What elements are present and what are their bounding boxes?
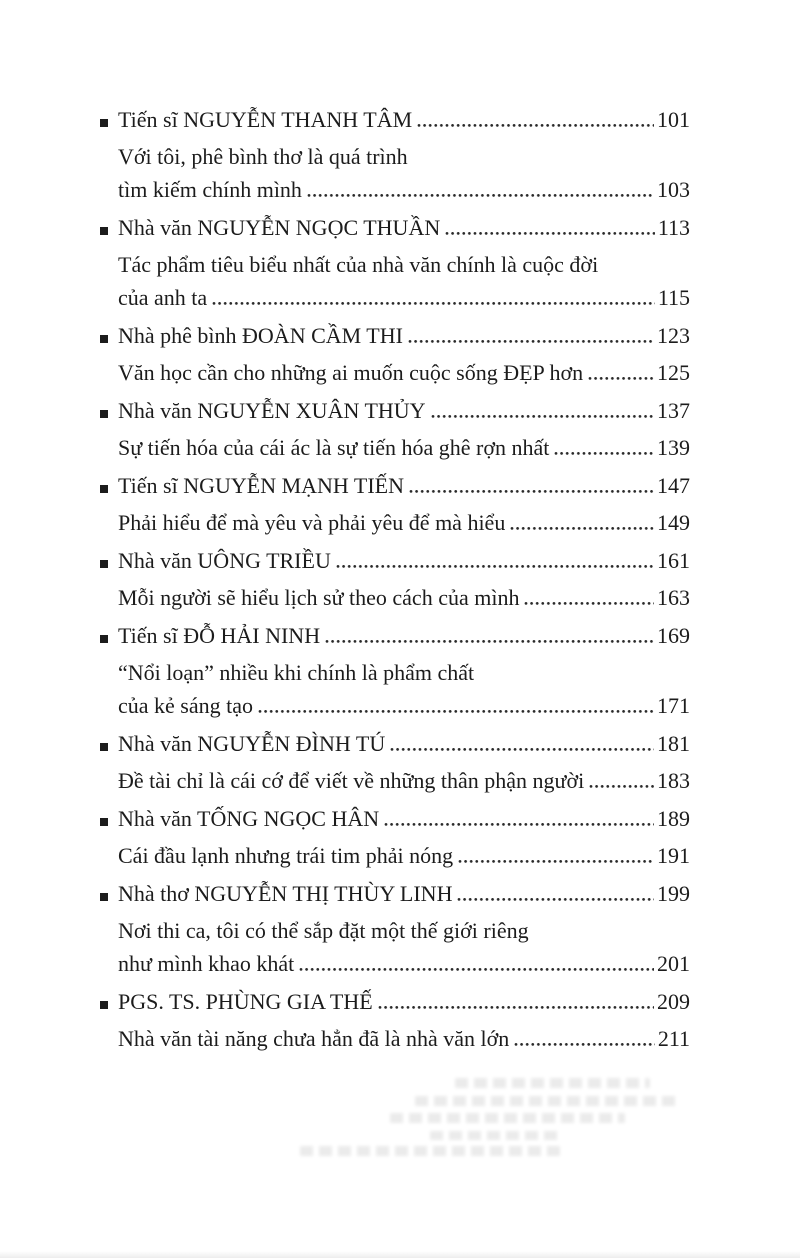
subtitle-text: Phải hiểu để mà yêu và phải yêu để mà hiểu — [118, 510, 506, 535]
entry-title: Nhà văn NGUYỄN ĐÌNH TÚ — [118, 731, 386, 756]
dot-leader — [336, 564, 654, 568]
toc-entry — [100, 877, 690, 980]
entry-title: PGS. TS. PHÙNG GIA THẾ — [118, 989, 373, 1014]
toc-entry-subtitle-line — [100, 506, 690, 539]
entry-title: Nhà phê bình ĐOÀN CẦM THI — [118, 323, 403, 348]
toc-entry-subtitle-line — [100, 431, 690, 464]
dot-leader — [524, 601, 654, 605]
toc-entry — [100, 727, 690, 797]
entry-title: Nhà văn NGUYỄN XUÂN THỦY — [118, 398, 426, 423]
entry-title-page-number: 199 — [657, 881, 690, 906]
toc-entry-header — [100, 394, 690, 427]
toc-entry-subtitle-line — [100, 947, 690, 980]
toc-entry-subtitle-line — [100, 764, 690, 797]
subtitle-text: Cái đầu lạnh nhưng trái tim phải nóng — [118, 843, 454, 868]
bullet-square-icon — [100, 1001, 108, 1009]
toc-entry-subtitle-line — [100, 1022, 690, 1055]
subtitle-text: Với tôi, phê bình thơ là quá trình — [118, 144, 408, 169]
entry-title-page-number: 123 — [657, 323, 690, 348]
bullet-square-icon — [100, 335, 108, 343]
toc-entry-subtitle-line — [100, 248, 690, 281]
entry-title-page-number: 209 — [657, 989, 690, 1014]
bleedthrough-smudge — [390, 1113, 625, 1123]
entry-title-page-number: 169 — [657, 623, 690, 648]
dot-leader — [307, 193, 654, 197]
bleedthrough-smudge — [415, 1096, 680, 1106]
dot-leader — [212, 301, 655, 305]
dot-leader — [445, 231, 655, 235]
bullet-square-icon — [100, 119, 108, 127]
dot-leader — [417, 123, 654, 127]
subtitle-text: Nơi thi ca, tôi có thể sắp đặt một thế giới riêng — [118, 918, 529, 943]
toc-entry — [100, 394, 690, 464]
subtitle-text: của kẻ sáng tạo — [118, 693, 253, 718]
toc-entry-header — [100, 619, 690, 652]
entry-subtitle-page-number: 149 — [657, 510, 690, 535]
toc-entry-header — [100, 469, 690, 502]
toc-entry-subtitle-line — [100, 581, 690, 614]
entry-title: Tiến sĩ NGUYỄN THANH TÂM — [118, 107, 413, 132]
bleedthrough-smudge — [300, 1146, 560, 1156]
entry-subtitle-page-number: 211 — [657, 1026, 690, 1051]
bullet-square-icon — [100, 635, 108, 643]
toc-entry-subtitle-line — [100, 689, 690, 722]
toc-entry — [100, 469, 690, 539]
toc-entry-subtitle-line — [100, 914, 690, 947]
toc-entry-header — [100, 802, 690, 835]
bullet-square-icon — [100, 410, 108, 418]
entry-title-page-number: 189 — [657, 806, 690, 831]
dot-leader — [431, 414, 654, 418]
subtitle-text: tìm kiếm chính mình — [118, 177, 302, 202]
bullet-square-icon — [100, 743, 108, 751]
entry-subtitle-page-number: 201 — [657, 951, 690, 976]
toc-entry-header — [100, 544, 690, 577]
dot-leader — [514, 1042, 655, 1046]
toc-entry — [100, 103, 690, 206]
entry-title-page-number: 113 — [657, 215, 690, 240]
bullet-square-icon — [100, 485, 108, 493]
entry-title-page-number: 161 — [657, 548, 690, 573]
entry-title-page-number: 101 — [657, 107, 690, 132]
toc-entry — [100, 802, 690, 872]
entry-title-page-number: 137 — [657, 398, 690, 423]
bleedthrough-smudge — [455, 1078, 650, 1088]
dot-leader — [510, 526, 654, 530]
toc-entry-subtitle-line — [100, 656, 690, 689]
dot-leader — [554, 451, 654, 455]
toc-entry — [100, 319, 690, 389]
dot-leader — [390, 747, 654, 751]
toc-entry — [100, 619, 690, 722]
toc-entry — [100, 211, 690, 314]
dot-leader — [299, 967, 654, 971]
toc-list — [100, 103, 690, 1055]
dot-leader — [457, 897, 654, 901]
subtitle-text: Nhà văn tài năng chưa hẳn đã là nhà văn lớn — [118, 1026, 510, 1051]
subtitle-text: Tác phẩm tiêu biểu nhất của nhà văn chính là cuộc đời — [118, 252, 599, 277]
toc-entry-header — [100, 103, 690, 136]
subtitle-text: của anh ta — [118, 285, 208, 310]
dot-leader — [589, 784, 654, 788]
entry-subtitle-page-number: 191 — [657, 843, 690, 868]
dot-leader — [408, 339, 654, 343]
dot-leader — [384, 822, 654, 826]
toc-entry-subtitle-line — [100, 356, 690, 389]
subtitle-text: Mỗi người sẽ hiểu lịch sử theo cách của mình — [118, 585, 520, 610]
subtitle-text: Đề tài chỉ là cái cớ để viết về những thân phận người — [118, 768, 585, 793]
toc-entry — [100, 544, 690, 614]
subtitle-text: “Nổi loạn” nhiều khi chính là phẩm chất — [118, 660, 475, 685]
toc-entry-header — [100, 319, 690, 352]
subtitle-text: Sự tiến hóa của cái ác là sự tiến hóa ghê rợn nhất — [118, 435, 550, 460]
entry-title: Nhà thơ NGUYỄN THỊ THÙY LINH — [118, 881, 453, 906]
dot-leader — [458, 859, 654, 863]
entry-title: Tiến sĩ NGUYỄN MẠNH TIẾN — [118, 473, 405, 498]
toc-entry-subtitle-line — [100, 173, 690, 206]
bleedthrough-smudge — [430, 1131, 560, 1140]
toc-entry-header — [100, 877, 690, 910]
bullet-square-icon — [100, 227, 108, 235]
dot-leader — [325, 639, 654, 643]
bullet-square-icon — [100, 893, 108, 901]
toc-entry-header — [100, 985, 690, 1018]
dot-leader — [378, 1005, 654, 1009]
entry-title-page-number: 181 — [657, 731, 690, 756]
bullet-square-icon — [100, 818, 108, 826]
subtitle-text: Văn học cần cho những ai muốn cuộc sống ĐẸP hơn — [118, 360, 584, 385]
bullet-square-icon — [100, 560, 108, 568]
subtitle-text: như mình khao khát — [118, 951, 295, 976]
entry-subtitle-page-number: 115 — [657, 285, 690, 310]
dot-leader — [258, 709, 654, 713]
entry-title: Tiến sĩ ĐỖ HẢI NINH — [118, 623, 321, 648]
dot-leader — [409, 489, 654, 493]
entry-subtitle-page-number: 125 — [657, 360, 690, 385]
toc-entry-subtitle-line — [100, 839, 690, 872]
entry-subtitle-page-number: 139 — [657, 435, 690, 460]
entry-subtitle-page-number: 163 — [657, 585, 690, 610]
toc-entry-header — [100, 727, 690, 760]
dot-leader — [588, 376, 654, 380]
entry-title: Nhà văn NGUYỄN NGỌC THUẦN — [118, 215, 441, 240]
entry-title-page-number: 147 — [657, 473, 690, 498]
toc-entry-header — [100, 211, 690, 244]
toc-entry-subtitle-line — [100, 140, 690, 173]
toc-entry-subtitle-line — [100, 281, 690, 314]
entry-subtitle-page-number: 103 — [657, 177, 690, 202]
entry-title: Nhà văn TỐNG NGỌC HÂN — [118, 806, 380, 831]
toc-entry — [100, 985, 690, 1055]
page-bottom-shadow — [0, 1251, 800, 1258]
entry-subtitle-page-number: 171 — [657, 693, 690, 718]
entry-subtitle-page-number: 183 — [657, 768, 690, 793]
entry-title: Nhà văn UÔNG TRIỀU — [118, 548, 331, 573]
